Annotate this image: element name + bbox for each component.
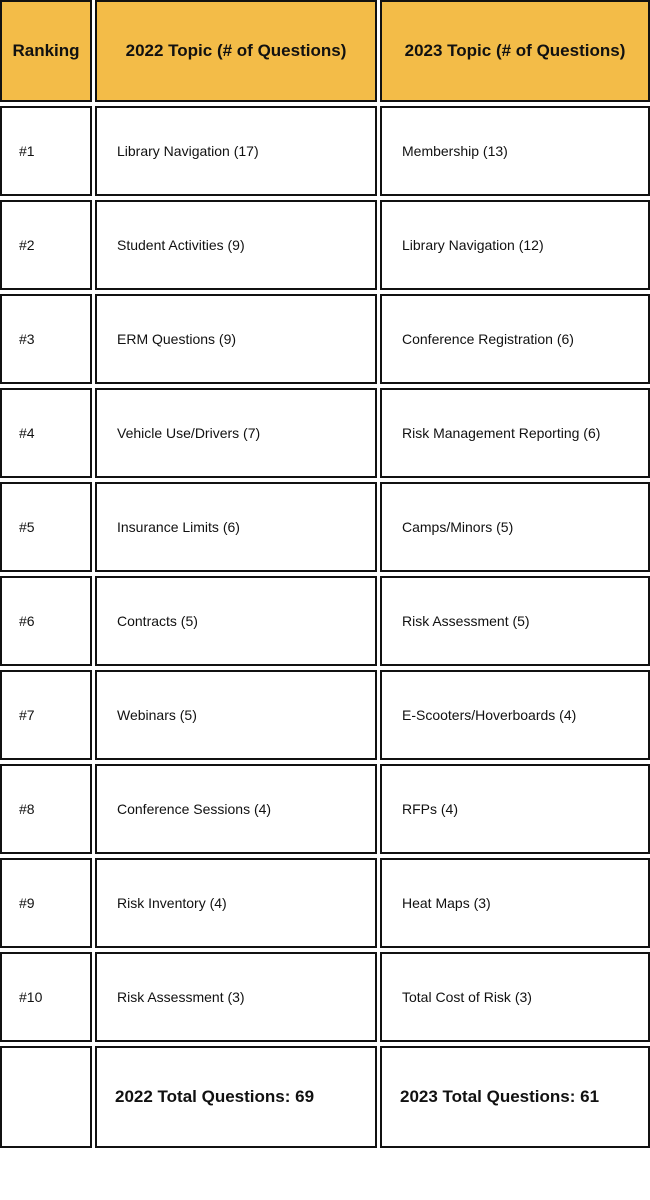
topic-2022-cell: Webinars (5) (95, 670, 377, 760)
rank-cell: #7 (0, 670, 92, 760)
topic-2023-cell: Membership (13) (380, 106, 650, 196)
total-2022-cell: 2022 Total Questions: 69 (95, 1046, 377, 1148)
rank-cell: #10 (0, 952, 92, 1042)
rank-cell: #4 (0, 388, 92, 478)
topic-2022-cell: Contracts (5) (95, 576, 377, 666)
topic-2022-cell: Vehicle Use/Drivers (7) (95, 388, 377, 478)
topic-2023-cell: Risk Management Reporting (6) (380, 388, 650, 478)
rank-cell: #3 (0, 294, 92, 384)
rank-cell: #1 (0, 106, 92, 196)
topic-2022-cell: ERM Questions (9) (95, 294, 377, 384)
rank-cell: #5 (0, 482, 92, 572)
topic-2023-cell: Heat Maps (3) (380, 858, 650, 948)
topic-2022-cell: Risk Assessment (3) (95, 952, 377, 1042)
rank-cell: #6 (0, 576, 92, 666)
topic-2022-cell: Conference Sessions (4) (95, 764, 377, 854)
topic-2023-cell: Risk Assessment (5) (380, 576, 650, 666)
header-2022-topic: 2022 Topic (# of Questions) (95, 0, 377, 102)
topic-2023-cell: E-Scooters/Hoverboards (4) (380, 670, 650, 760)
header-ranking: Ranking (0, 0, 92, 102)
topic-2022-cell: Risk Inventory (4) (95, 858, 377, 948)
rank-cell: #2 (0, 200, 92, 290)
topic-2022-cell: Insurance Limits (6) (95, 482, 377, 572)
rank-cell: #9 (0, 858, 92, 948)
header-2023-topic: 2023 Topic (# of Questions) (380, 0, 650, 102)
rank-cell: #8 (0, 764, 92, 854)
topic-2022-cell: Student Activities (9) (95, 200, 377, 290)
topic-2023-cell: Camps/Minors (5) (380, 482, 650, 572)
topic-2023-cell: RFPs (4) (380, 764, 650, 854)
total-2023-cell: 2023 Total Questions: 61 (380, 1046, 650, 1148)
empty-total-rank-cell (0, 1046, 92, 1148)
topic-2023-cell: Total Cost of Risk (3) (380, 952, 650, 1042)
topic-2023-cell: Conference Registration (6) (380, 294, 650, 384)
topic-2022-cell: Library Navigation (17) (95, 106, 377, 196)
topic-2023-cell: Library Navigation (12) (380, 200, 650, 290)
